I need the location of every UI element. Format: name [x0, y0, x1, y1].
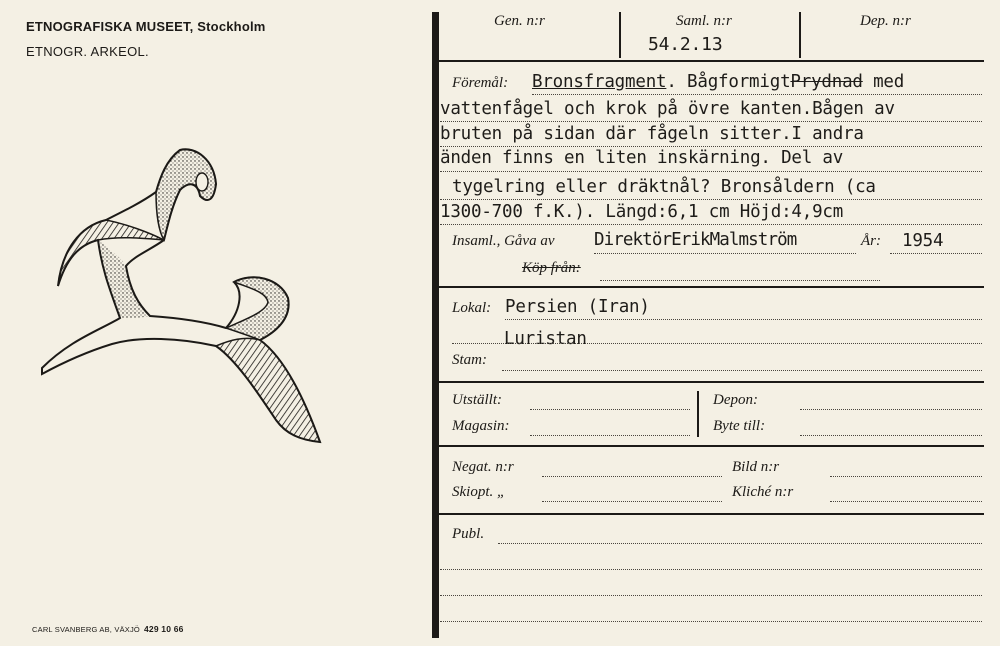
department-name: ETNOGR. ARKEOL.: [26, 44, 149, 59]
foremal-title: Bronsfragment: [532, 72, 667, 92]
saml-label: Saml. n:r: [676, 13, 732, 29]
printer-name: CARL SVANBERG AB, VÄXJÖ: [32, 625, 140, 634]
lokal-value: Persien (Iran): [505, 297, 650, 317]
foremal-line1-end: med: [862, 72, 905, 92]
dotted-line: [440, 171, 982, 172]
cliche-label: Kliché n:r: [732, 484, 794, 500]
dotted-line: [440, 146, 982, 147]
kop-label: Köp från:: [522, 260, 581, 276]
saml-value: 54.2.13: [648, 34, 723, 55]
dotted-line: [830, 501, 982, 502]
form-left-rule: [432, 12, 439, 638]
dotted-line: [530, 435, 690, 436]
dotted-line: [440, 224, 982, 225]
dotted-line: [542, 501, 722, 502]
insaml-label: Insaml., Gåva av: [452, 233, 555, 249]
foremal-line-5: tygelring eller dräktnål? Bronsåldern (ca: [452, 177, 876, 197]
donor-name: DirektörErikMalmström: [594, 230, 797, 250]
dotted-line: [452, 343, 982, 344]
dotted-line: [440, 621, 982, 622]
foremal-line-3: bruten på sidan där fågeln sitter.I andra: [440, 124, 864, 144]
dotted-line: [830, 476, 982, 477]
foremal-line-6: 1300-700 f.K.). Längd:6,1 cm Höjd:4,9cm: [440, 202, 844, 222]
dotted-line: [530, 409, 690, 410]
bild-label: Bild n:r: [732, 459, 780, 475]
dotted-line: [498, 543, 982, 544]
magasin-label: Magasin:: [452, 418, 510, 434]
dotted-line: [600, 280, 880, 281]
dotted-line: [440, 199, 982, 200]
dotted-line: [594, 253, 856, 254]
byte-label: Byte till:: [713, 418, 766, 434]
foremal-line-1: [532, 72, 904, 92]
dotted-line: [440, 569, 982, 570]
utstallt-label: Utställt:: [452, 392, 503, 408]
top-divider-1: [619, 12, 621, 58]
lokal-label: Lokal:: [452, 300, 492, 316]
foremal-line-2: vattenfågel och krok på övre kanten.Bågen av: [440, 99, 895, 119]
foremal-line1-rest: . Bågformigt: [666, 72, 791, 92]
rule-insaml: [439, 286, 984, 288]
dotted-line: [502, 370, 982, 371]
foremal-line-4: änden finns en liten inskärning. Del av: [440, 148, 844, 168]
dotted-line: [505, 319, 982, 320]
dotted-line: [800, 409, 982, 410]
dotted-line: [440, 595, 982, 596]
foremal-label: Föremål:: [452, 75, 509, 91]
storage-divider: [697, 391, 699, 437]
printer-number: 429 10 66: [143, 624, 184, 634]
dotted-line: [890, 253, 982, 254]
dotted-line: [542, 476, 722, 477]
rule-lokal: [439, 381, 984, 383]
rule-top: [439, 60, 984, 62]
museum-name: ETNOGRAFISKA MUSEET, Stockholm: [26, 19, 266, 34]
depon-label: Depon:: [713, 392, 758, 408]
printer-imprint: [32, 624, 184, 634]
negat-label: Negat. n:r: [452, 459, 514, 475]
foremal-struck-word: Prydnad: [790, 72, 863, 92]
dotted-line: [800, 435, 982, 436]
stam-label: Stam:: [452, 352, 487, 368]
rule-photo: [439, 513, 984, 515]
dep-label: Dep. n:r: [860, 13, 911, 29]
dotted-line: [532, 94, 982, 95]
skiopt-label: Skiopt. „: [452, 484, 506, 500]
rule-storage: [439, 445, 984, 447]
year-label: År:: [861, 233, 881, 249]
region-value: Luristan: [504, 329, 587, 349]
dotted-line: [440, 121, 982, 122]
year-value: 1954: [902, 231, 944, 251]
fragment-drawing: [30, 140, 330, 450]
gen-label: Gen. n:r: [494, 13, 545, 29]
top-divider-2: [799, 12, 801, 58]
publ-label: Publ.: [452, 526, 485, 542]
